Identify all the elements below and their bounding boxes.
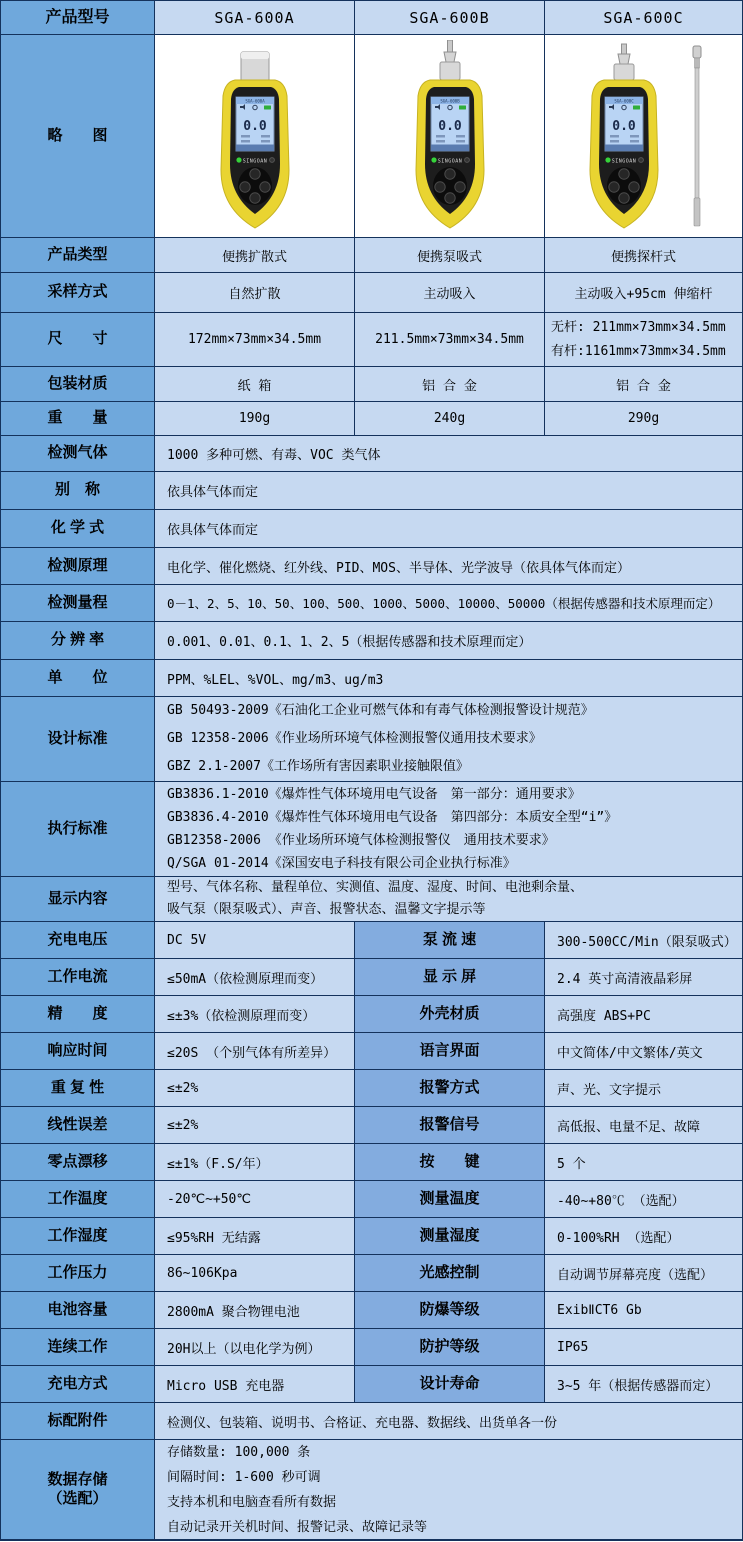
sensor-cap (440, 62, 460, 80)
alarm-signal-value: 高低报、电量不足、故障 (545, 1107, 742, 1144)
execution-standard-line4: Q/SGA 01-2014《深国安电子科技有限公司企业执行标准》 (167, 856, 516, 871)
sampling-method-row (1, 273, 742, 313)
pump-flow-label: 泵 流 速 (355, 922, 545, 959)
linearity-alarm-signal-row (1, 1107, 742, 1144)
data-storage-label-line2: （选配） (47, 1489, 108, 1507)
data-storage-value (155, 1440, 742, 1540)
accessories-row (1, 1403, 742, 1440)
working-humidity-value: ≤95%RH 无结露 (155, 1218, 355, 1255)
packaging-b: 铝 合 金 (355, 367, 545, 402)
zero-drift-value: ≤±1%（F.S/年） (155, 1144, 355, 1181)
execution-standard-value (155, 782, 742, 877)
product-type-c: 便携探杆式 (545, 238, 742, 273)
packaging-a: 纸 箱 (155, 367, 355, 402)
working-humidity-label: 工作湿度 (1, 1218, 155, 1255)
alarm-mode-value: 声、光、文字提示 (545, 1070, 742, 1107)
battery-capacity-value: 2800mA 聚合物锂电池 (155, 1292, 355, 1329)
charge-method-design-life-row (1, 1366, 742, 1403)
working-humidity-measure-humidity-row (1, 1218, 742, 1255)
execution-standard-line2: GB3836.4-2010《爆炸性气体环境用电气设备 第四部分：本质安全型“i”》 (167, 810, 618, 825)
dimensions-c-line2: 有杆:1161mm×73mm×34.5mm (551, 343, 726, 359)
weight-row (1, 402, 742, 436)
chemical-formula-value: 依具体气体而定 (155, 510, 742, 548)
data-storage-label-line1: 数据存储 (47, 1470, 108, 1488)
packaging-c: 铝 合 金 (545, 367, 742, 402)
design-life-value: 3~5 年（根据传感器而定） (545, 1366, 742, 1403)
packaging-row (1, 367, 742, 402)
screen-reading: 0.0 (242, 119, 267, 134)
charge-voltage-value: DC 5V (155, 922, 355, 959)
product-type-row (1, 238, 742, 273)
detection-principle-value: 电化学、催化燃烧、红外线、PID、MOS、半导体、光学波导（依具体气体而定） (155, 548, 742, 585)
design-standard-line1: GB 50493-2009《石油化工企业可燃气体和有毒气体检测报警设计规范》 (167, 703, 594, 718)
design-standard-line2: GB 12358-2006《作业场所环境气体检测报警仪通用技术要求》 (167, 731, 542, 746)
detect-gas-label: 检测气体 (1, 436, 155, 472)
detect-gas-row (1, 436, 742, 472)
battery-explosion-proof-row (1, 1292, 742, 1329)
working-current-label: 工作电流 (1, 959, 155, 996)
accessories-label: 标配附件 (1, 1403, 155, 1440)
sketch-row (1, 35, 742, 238)
device-image-sga-600b (355, 35, 545, 238)
detection-range-value: 0－1、2、5、10、50、100、500、1000、5000、10000、50000（根据传感器和技术原理而定） (155, 585, 742, 622)
pump-probe (447, 40, 452, 52)
explosion-proof-value: ExibⅡCT6 Gb (545, 1292, 742, 1329)
working-pressure-value: 86~106Kpa (155, 1255, 355, 1292)
data-storage-line3: 支持本机和电脑查看所有数据 (167, 1494, 337, 1510)
power-button-icon (639, 158, 644, 163)
zero-drift-label: 零点漂移 (1, 1144, 155, 1181)
dimensions-row (1, 313, 742, 367)
design-standard-value (155, 697, 742, 782)
linearity-error-value: ≤±2% (155, 1107, 355, 1144)
accuracy-shell-row (1, 996, 742, 1033)
linearity-error-label: 线性误差 (1, 1107, 155, 1144)
working-current-value: ≤50mA（依检测原理而变） (155, 959, 355, 996)
shell-material-label: 外壳材质 (355, 996, 545, 1033)
design-standard-row (1, 697, 742, 782)
design-life-label: 设计寿命 (355, 1366, 545, 1403)
response-time-label: 响应时间 (1, 1033, 155, 1070)
data-storage-line2: 间隔时间: 1-600 秒可调 (167, 1469, 321, 1485)
repeatability-label: 重 复 性 (1, 1070, 155, 1107)
display-content-label: 显示内容 (1, 877, 155, 922)
execution-standard-line3: GB12358-2006 《作业场所环境气体检测报警仪 通用技术要求》 (167, 833, 555, 848)
buttons-value: 5 个 (545, 1144, 742, 1181)
display-content-line1: 型号、气体名称、量程单位、实测值、温度、湿度、时间、电池剩余量、 (167, 880, 584, 895)
unit-value: PPM、%LEL、%VOL、mg/m3、ug/m3 (155, 660, 742, 697)
device-image-sga-600a (155, 35, 355, 238)
model-name-sga-600a: SGA-600A (155, 1, 355, 35)
packaging-label: 包装材质 (1, 367, 155, 402)
zero-drift-buttons-row (1, 1144, 742, 1181)
battery-icon (264, 106, 271, 110)
battery-icon (459, 106, 466, 110)
product-type-a: 便携扩散式 (155, 238, 355, 273)
dimensions-c (545, 313, 742, 367)
weight-c: 290g (545, 402, 742, 436)
charge-method-value: Micro USB 充电器 (155, 1366, 355, 1403)
screen-title: SGA-600A (244, 98, 265, 104)
explosion-proof-label: 防爆等级 (355, 1292, 545, 1329)
screen-status-bar (605, 145, 643, 152)
unit-label: 单 位 (1, 660, 155, 697)
working-current-display-row (1, 959, 742, 996)
protection-class-label: 防护等级 (355, 1329, 545, 1366)
product-type-label: 产品类型 (1, 238, 155, 273)
device-image-sga-600c (545, 35, 742, 238)
display-content-value (155, 877, 742, 922)
protection-class-value: IP65 (545, 1329, 742, 1366)
detection-principle-label: 检测原理 (1, 548, 155, 585)
accuracy-label: 精 度 (1, 996, 155, 1033)
data-storage-row (1, 1440, 742, 1540)
pump-detector-illustration (390, 40, 510, 232)
header-row (1, 1, 742, 35)
light-control-value: 自动调节屏幕亮度（选配） (545, 1255, 742, 1292)
sketch-label: 略 图 (1, 35, 155, 238)
execution-standard-label: 执行标准 (1, 782, 155, 877)
screen-reading: 0.0 (612, 119, 636, 134)
screen-title: SGA-600C (614, 98, 634, 104)
brand-label: SINGOAN (611, 158, 637, 165)
chemical-formula-label: 化 学 式 (1, 510, 155, 548)
language-value: 中文简体/中文繁体/英文 (545, 1033, 742, 1070)
execution-standard-row (1, 782, 742, 877)
sampling-method-c: 主动吸入+95cm 伸缩杆 (545, 273, 742, 313)
charge-method-label: 充电方式 (1, 1366, 155, 1403)
model-name-sga-600c: SGA-600C (545, 1, 742, 35)
dimensions-b: 211.5mm×73mm×34.5mm (355, 313, 545, 367)
power-led (236, 157, 241, 162)
design-standard-line3: GBZ 2.1-2007《工作场所有害因素职业接触限值》 (167, 759, 469, 774)
alarm-signal-label: 报警信号 (355, 1107, 545, 1144)
buttons-label: 按 键 (355, 1144, 545, 1181)
diffusion-detector-illustration (195, 40, 315, 232)
sensor-cap (614, 64, 634, 80)
working-pressure-light-control-row (1, 1255, 742, 1292)
measure-humidity-value: 0-100%RH （选配） (545, 1218, 742, 1255)
working-pressure-label: 工作压力 (1, 1255, 155, 1292)
alias-value: 依具体气体而定 (155, 472, 742, 510)
screen-status-bar (236, 145, 274, 152)
weight-b: 240g (355, 402, 545, 436)
screen-reading: 0.0 (437, 119, 462, 134)
detection-principle-row (1, 548, 742, 585)
continuous-work-value: 20H以上（以电化学为例） (155, 1329, 355, 1366)
data-storage-line1: 存储数量: 100,000 条 (167, 1444, 311, 1460)
charge-voltage-label: 充电电压 (1, 922, 155, 959)
accessories-value: 检测仪、包装箱、说明书、合格证、充电器、数据线、出货单各一份 (155, 1403, 742, 1440)
pump-flow-value: 300-500CC/Min（限泵吸式） (545, 922, 742, 959)
brand-label: SINGOAN (242, 158, 267, 165)
display-content-line2: 吸气泵（限泵吸式）、声音、报警状态、温馨文字提示等 (167, 902, 486, 917)
charge-voltage-pump-flow-row (1, 922, 742, 959)
detection-range-row (1, 585, 742, 622)
power-led (431, 157, 436, 162)
dimensions-label: 尺 寸 (1, 313, 155, 367)
unit-row (1, 660, 742, 697)
repeatability-value: ≤±2% (155, 1070, 355, 1107)
power-led (605, 157, 610, 162)
shell-material-value: 高强度 ABS+PC (545, 996, 742, 1033)
sampling-method-label: 采样方式 (1, 273, 155, 313)
sampling-method-b: 主动吸入 (355, 273, 545, 313)
alarm-mode-label: 报警方式 (355, 1070, 545, 1107)
data-storage-label (1, 1440, 155, 1540)
screen-title: SGA-600B (439, 98, 460, 104)
accuracy-value: ≤±3%（依检测原理而变） (155, 996, 355, 1033)
resolution-row (1, 622, 742, 660)
measure-temp-value: -40~+80℃ （选配） (545, 1181, 742, 1218)
resolution-label: 分 辨 率 (1, 622, 155, 660)
battery-icon (633, 106, 640, 110)
alias-label: 别 称 (1, 472, 155, 510)
telescopic-rod (693, 46, 701, 226)
response-time-value: ≤20S （个别气体有所差异） (155, 1033, 355, 1070)
working-temp-label: 工作温度 (1, 1181, 155, 1218)
display-screen-value: 2.4 英寸高清液晶彩屏 (545, 959, 742, 996)
power-button-icon (269, 158, 274, 163)
light-control-label: 光感控制 (355, 1255, 545, 1292)
chemical-formula-row (1, 510, 742, 548)
execution-standard-line1: GB3836.1-2010《爆炸性气体环境用电气设备 第一部分：通用要求》 (167, 787, 581, 802)
power-button-icon (464, 158, 469, 163)
response-time-language-row (1, 1033, 742, 1070)
battery-capacity-label: 电池容量 (1, 1292, 155, 1329)
display-screen-label: 显 示 屏 (355, 959, 545, 996)
design-standard-label: 设计标准 (1, 697, 155, 782)
dimensions-a: 172mm×73mm×34.5mm (155, 313, 355, 367)
weight-a: 190g (155, 402, 355, 436)
language-label: 语言界面 (355, 1033, 545, 1070)
dimensions-c-line1: 无杆: 211mm×73mm×34.5mm (551, 319, 726, 335)
model-name-sga-600b: SGA-600B (355, 1, 545, 35)
measure-humidity-label: 测量湿度 (355, 1218, 545, 1255)
continuous-work-protection-row (1, 1329, 742, 1366)
alias-row (1, 472, 742, 510)
working-temp-value: -20℃~+50℃ (155, 1181, 355, 1218)
repeatability-alarm-mode-row (1, 1070, 742, 1107)
sampling-method-a: 自然扩散 (155, 273, 355, 313)
detect-gas-value: 1000 多种可燃、有毒、VOC 类气体 (155, 436, 742, 472)
pump-probe (622, 44, 627, 54)
detection-range-label: 检测量程 (1, 585, 155, 622)
display-content-row (1, 877, 742, 922)
header-label: 产品型号 (1, 1, 155, 35)
brand-label: SINGOAN (437, 158, 462, 165)
screen-status-bar (431, 145, 469, 152)
data-storage-line4: 自动记录开关机时间、报警记录、故障记录等 (167, 1519, 428, 1535)
measure-temp-label: 测量温度 (355, 1181, 545, 1218)
probe-rod-detector-illustration (566, 40, 721, 232)
resolution-value: 0.001、0.01、0.1、1、2、5（根据传感器和技术原理而定） (155, 622, 742, 660)
continuous-work-label: 连续工作 (1, 1329, 155, 1366)
working-temp-measure-temp-row (1, 1181, 742, 1218)
weight-label: 重 量 (1, 402, 155, 436)
product-type-b: 便携泵吸式 (355, 238, 545, 273)
